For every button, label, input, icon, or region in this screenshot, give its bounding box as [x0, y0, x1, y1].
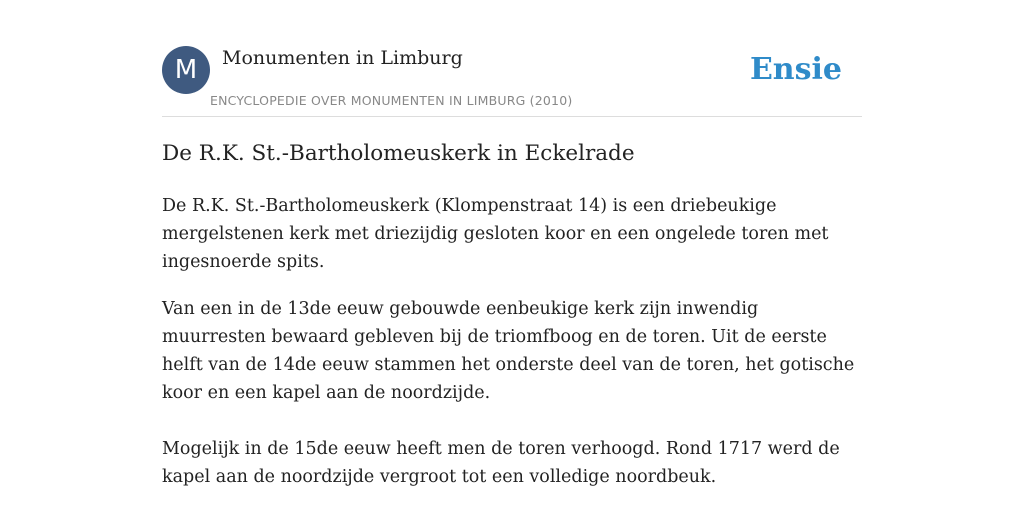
source-header: [162, 46, 862, 117]
article-title: De R.K. St.-Bartholomeuskerk in Eckelrade: [162, 141, 635, 166]
article-paragraph-3: Mogelijk in de 15de eeuw heeft men de toren verhoogd. Rond 1717 werd de kapel aan de noordzijde vergroot tot een volledige noordbeuk.: [162, 439, 840, 487]
source-subtitle: ENCYCLOPEDIE OVER MONUMENTEN IN LIMBURG (2010): [210, 93, 573, 108]
source-title-link[interactable]: Monumenten in Limburg: [222, 47, 463, 69]
article-paragraph-1: De R.K. St.-Bartholomeuskerk (Klompenstraat 14) is een driebeukige mergelstenen kerk met driezijdig gesloten koor en een ongelede toren met ingesnoerde spits.: [162, 196, 829, 272]
ensie-logo[interactable]: Ensie: [749, 52, 842, 87]
source-avatar[interactable]: M: [162, 46, 210, 94]
article-paragraph-2: Van een in de 13de eeuw gebouwde eenbeukige kerk zijn inwendig muurresten bewaard gebleven bij de triomfboog en de toren. Uit de eerste helft van de 14de eeuw stammen het onderste deel van de toren, het gotische koor en een kapel aan de noordzijde.: [162, 299, 855, 403]
article: [162, 138, 862, 491]
